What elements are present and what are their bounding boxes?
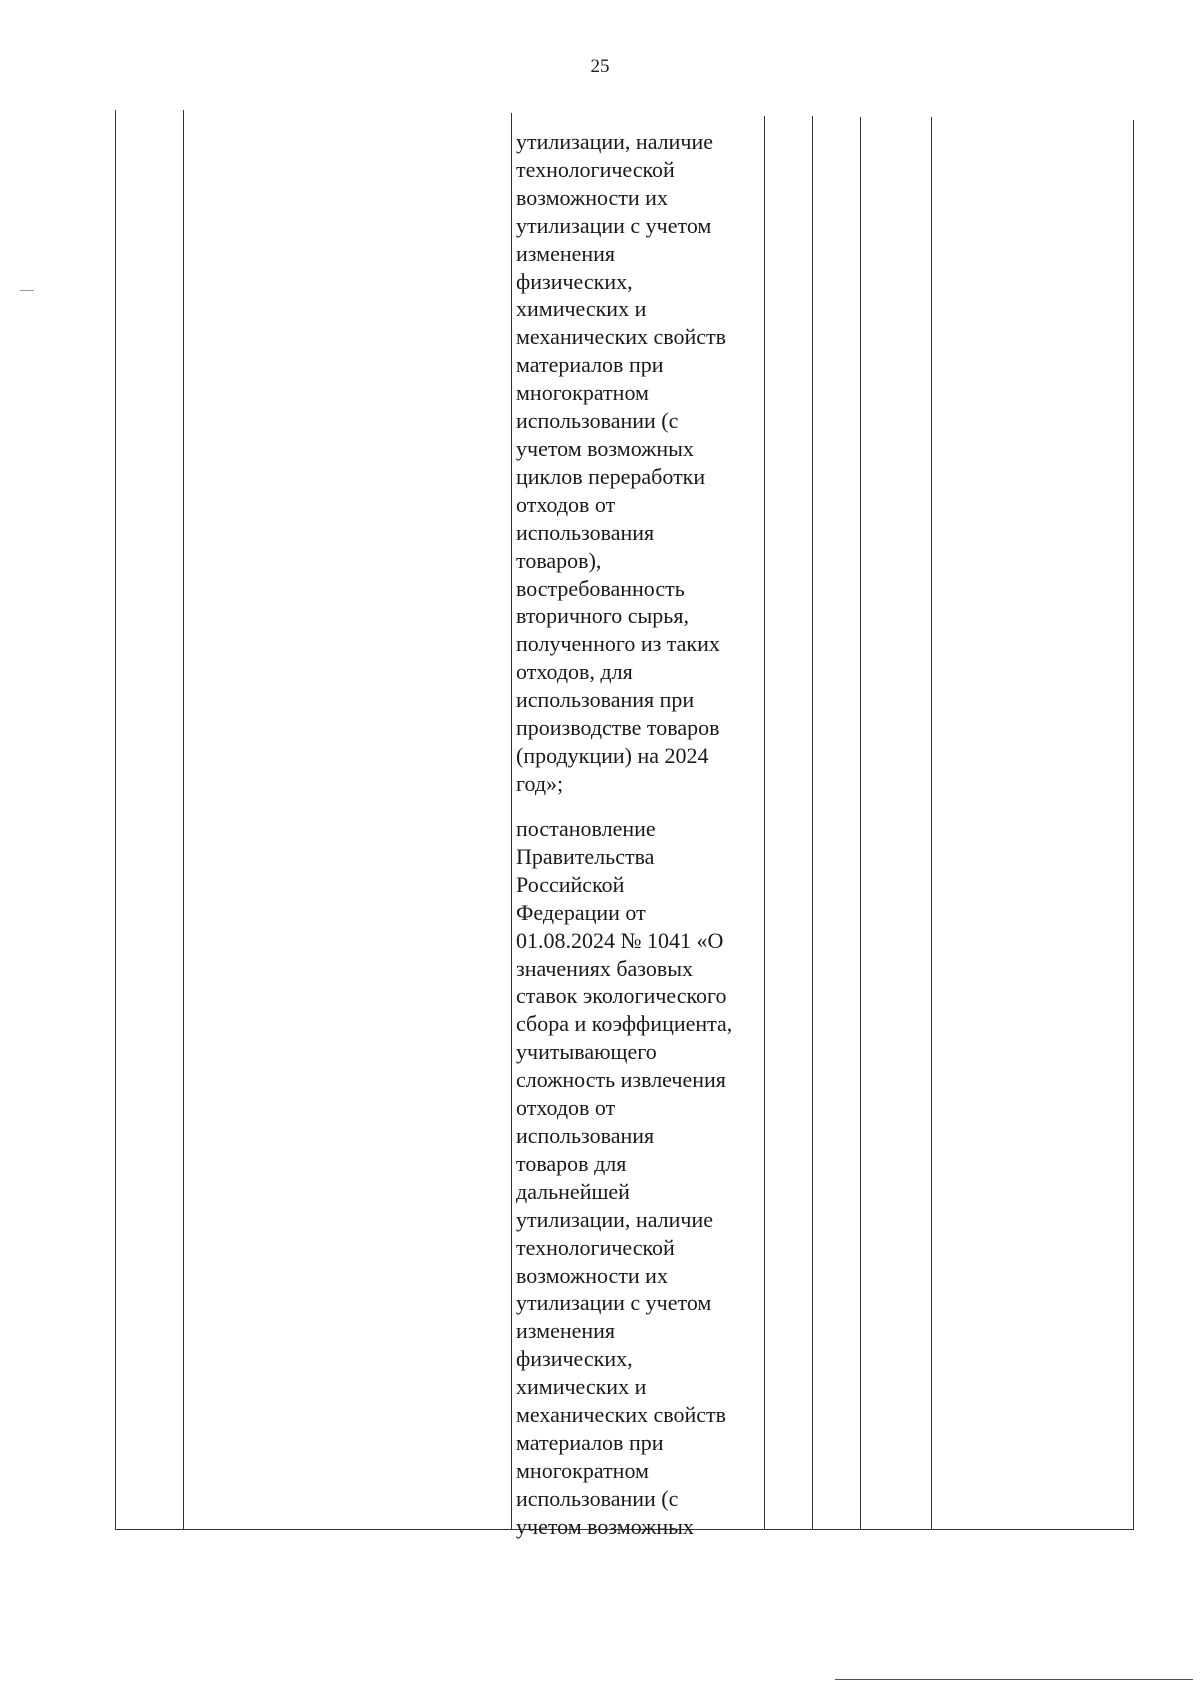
cell-text-line: производстве товаров (516, 715, 720, 741)
cell-text-line: учитывающего (516, 1039, 657, 1065)
cell-text-line: механических свойств (516, 324, 727, 350)
cell-text-line: материалов при (516, 352, 664, 378)
cell-text-line: ставок экологического (516, 983, 727, 1009)
table-column-divider (860, 117, 861, 1529)
cell-text-line: многократном (516, 1457, 649, 1483)
cell-text-line: товаров), (516, 547, 602, 573)
cell-text-line: сложность извлечения (516, 1067, 726, 1093)
cell-text-line: учетом возможных (516, 435, 694, 461)
cell-text-line: изменения (516, 1318, 616, 1344)
cell-text-line: утилизации с учетом (516, 212, 712, 238)
table-border-left (115, 110, 116, 1529)
cell-text-line: использования (516, 1122, 655, 1148)
cell-text-line: Федерации от (516, 899, 646, 925)
cell-text-line: физических, (516, 268, 633, 294)
cell-text-line: 01.08.2024 № 1041 «О (516, 927, 724, 953)
table-column-divider (764, 116, 765, 1529)
cell-text-line: Правительства (516, 843, 655, 869)
table-column-divider (183, 110, 184, 1529)
cell-text-line: химических и (516, 296, 647, 322)
cell-text-line: технологической (516, 156, 675, 182)
cell-text-line: утилизации, наличие (516, 1206, 714, 1232)
table-column-divider (812, 116, 813, 1529)
cell-text-line: использовании (с (516, 408, 679, 434)
cell-text-line: учетом возможных (516, 1513, 694, 1539)
cell-text-line: утилизации с учетом (516, 1290, 712, 1316)
cell-text-line: физических, (516, 1346, 633, 1372)
cell-text-line: материалов при (516, 1429, 664, 1455)
cell-text-line: циклов переработки (516, 463, 706, 489)
cell-text-line: использовании (с (516, 1485, 679, 1511)
cell-text-line: многократном (516, 380, 649, 406)
table-column-divider (931, 117, 932, 1529)
cell-text-line: отходов, для (516, 659, 633, 685)
table-cell-text-block (516, 128, 760, 798)
cell-text-line: возможности их (516, 1262, 668, 1288)
cell-text-line: химических и (516, 1374, 647, 1400)
table-column-divider (511, 113, 512, 1529)
cell-text-line: отходов от (516, 491, 616, 517)
cell-text-line: значениях базовых (516, 955, 694, 981)
cell-text-line: отходов от (516, 1095, 616, 1121)
page-number: 25 (590, 56, 610, 77)
cell-text-line: использования (516, 519, 655, 545)
cell-text-line: товаров для (516, 1150, 627, 1176)
cell-text-line: механических свойств (516, 1402, 727, 1428)
cell-text-line: технологической (516, 1234, 675, 1260)
cell-text-line: Российской (516, 871, 625, 897)
cell-text-line: (продукции) на 2024 (516, 742, 709, 768)
cell-text-line: год»; (516, 770, 564, 796)
cell-text-line: утилизации, наличие (516, 129, 714, 154)
cell-text-line: постановление (516, 816, 656, 841)
footer-rule (835, 1679, 1193, 1680)
table-border-right (1133, 120, 1134, 1529)
cell-text-line: использования при (516, 687, 695, 713)
table-cell-text-block (516, 815, 760, 1541)
cell-text-line: полученного из таких (516, 631, 720, 657)
cell-text-line: изменения (516, 240, 616, 266)
cell-text-line: вторичного сырья, (516, 603, 689, 629)
cell-text-line: сбора и коэффициента, (516, 1011, 733, 1037)
scan-mark (20, 290, 34, 291)
cell-text-line: дальнейшей (516, 1178, 630, 1204)
cell-text-line: востребованность (516, 575, 685, 601)
cell-text-line: возможности их (516, 184, 668, 210)
